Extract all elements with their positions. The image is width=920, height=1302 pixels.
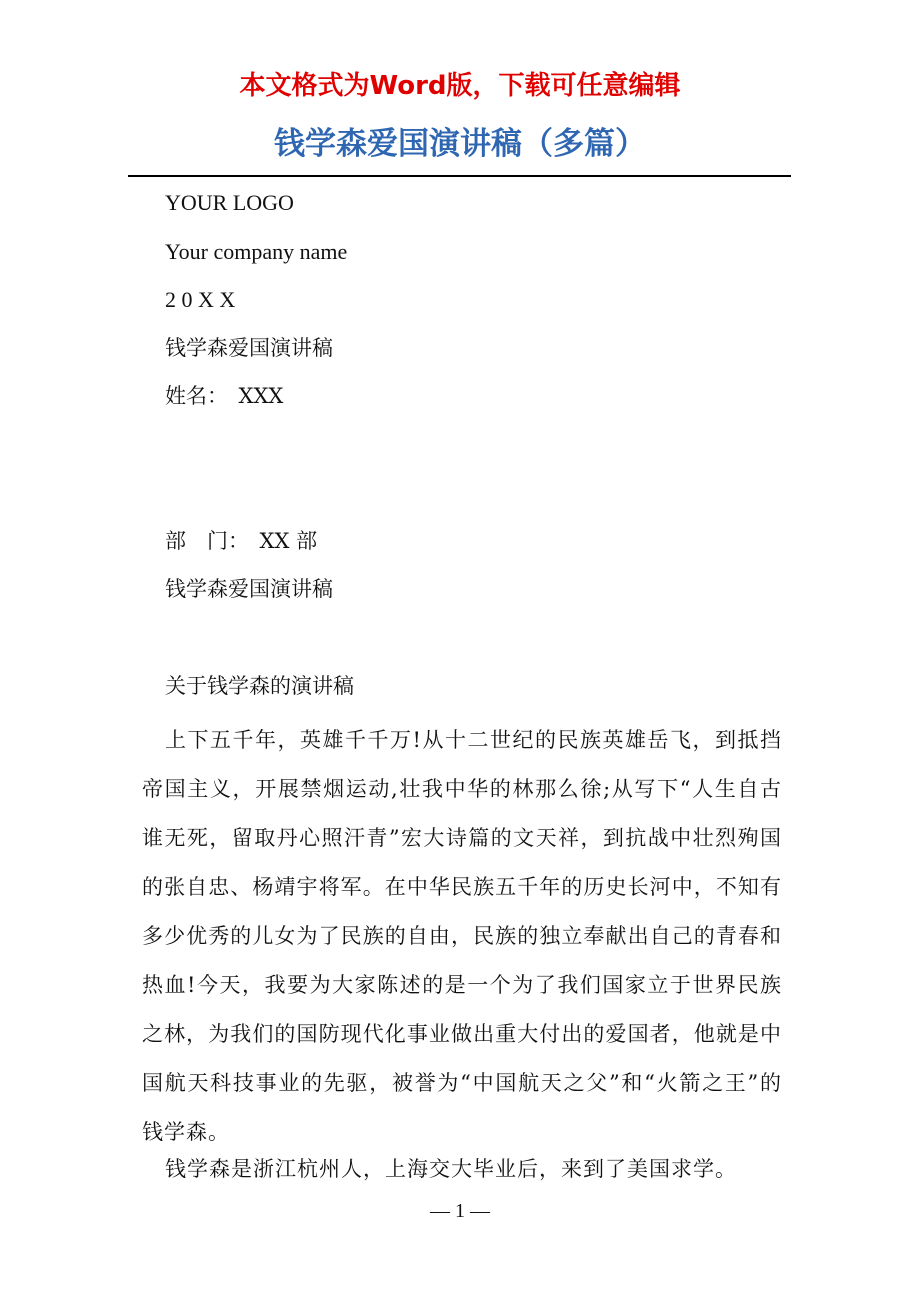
title-divider: [128, 175, 791, 177]
cover-doc-name: 钱学森爱国演讲稿: [165, 336, 333, 360]
document-title: 钱学森爱国演讲稿（多篇）: [274, 126, 646, 162]
cover-name-line: 姓名： XXX: [165, 384, 284, 408]
cover-year: 2 0 X X: [165, 287, 236, 312]
body-paragraph: 上下五千年，英雄千千万!从十二世纪的民族英雄岳飞，到抵挡帝国主义，开展禁烟运动,壮我中华的林那么徐;从写下“人生自古谁无死，留取丹心照汗青”宏大诗篇的文天祥，到抗战中壮烈殉国的张自忠、杨靖宇将军。在中华民族五千年的历史长河中，不知有多少优秀的儿女为了民族的自由，民族的独立奉献出自己的青春和热血!今天，我要为大家陈述的是一个为了我们国家立于世界民族之林，为我们的国防现代化事业做出重大付出的爱国者，他就是中国航天科技事业的先驱，被誉为“中国航天之父”和“火箭之王”的钱学森。: [142, 728, 782, 1144]
cover-doc-name-repeat: 钱学森爱国演讲稿: [165, 577, 333, 601]
page-number: — 1 —: [430, 1200, 490, 1222]
cover-logo-text: YOUR LOGO: [165, 190, 294, 215]
body-paragraph: 钱学森是浙江杭州人，上海交大毕业后，来到了美国求学。: [165, 1157, 737, 1181]
section-heading: 关于钱学森的演讲稿: [165, 674, 354, 698]
cover-department-line: 部 门： XX 部: [165, 529, 318, 553]
download-notice-banner: 本文格式为Word版，下载可任意编辑: [239, 71, 681, 101]
cover-company-name: Your company name: [165, 239, 348, 264]
